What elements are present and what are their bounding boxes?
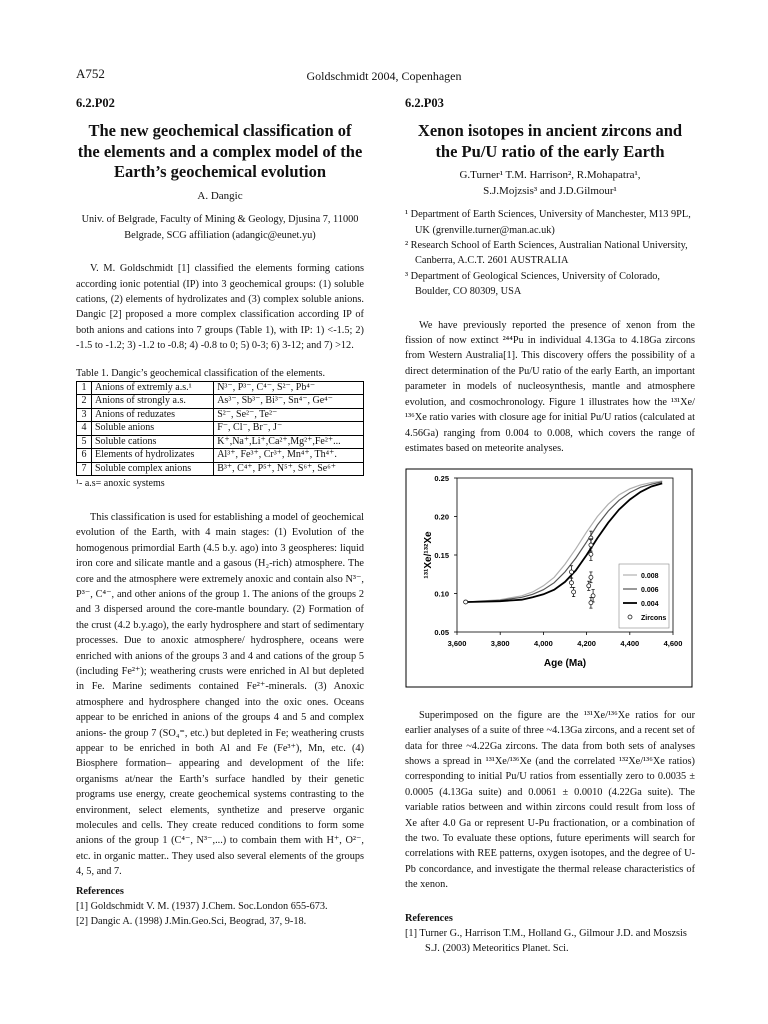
references-heading: References xyxy=(405,912,453,924)
affiliation: Univ. of Belgrade, Faculty of Mining & Geology, Djusina 7, 11000 Belgrade, SCG affiliation (adangic@eunet.yu) xyxy=(81,214,359,241)
zircon-point xyxy=(589,576,593,580)
table-row xyxy=(77,395,364,409)
zircon-point xyxy=(569,581,573,585)
y-tick-label: 0.05 xyxy=(434,628,449,638)
y-tick-label: 0.20 xyxy=(434,512,449,522)
affiliation-list xyxy=(405,207,695,299)
group-elements: K⁺,Na⁺,Li⁺,Ca²⁺,Mg²⁺,Fe²⁺... xyxy=(214,435,364,449)
legend-swatch xyxy=(628,615,632,619)
body-paragraph: We have previously reported the presence of xenon from the fission of now extinct ²⁴⁴Pu in individual 4.13Ga to 4.18Ga zircons from Western Australia[1]. This discovery offers the possibility of a direct determination of the Pu/U ratio of the early Earth, an important parameter in models of nucleosynthesis, mantle and atmosphere evolution, and cosmochronology. Figure 1 illustrates how the ¹³¹Xe/¹³⁶Xe ratio varies with closure age for initial Pu/U ratios (calculated at 4.56Ga) ranging from 0.004 to 0.008, which covers the range of estimates based on meteorite analyses. xyxy=(405,319,695,454)
group-elements: Al³⁺, Fe³⁺, Cr³⁺, Mn⁴⁺, Th⁴⁺. xyxy=(214,449,364,463)
intro-paragraph: V. M. Goldschmidt [1] classified the elements forming cations according ionic potential (IP) into 3 geochemical groups: (1) soluble cations, (2) elements of hydrolizates and (3) complex soluble anions. Dangic [2] proposed a more complex classification according IP of both anions and cations into 7 groups (Table 1), with IP: 1) <-1.5; 2) -1.5 to -1.2; 3) -1.2 to -0.8; 4) -0.8 to 0; 5) 0-3; 6) 3-12; and 7) >12. xyxy=(76,263,364,352)
zircon-point xyxy=(589,601,593,605)
body-paragraph: This classification is used for establishing a model of geochemical evolution of the Earth, with 4 main stages: (1) Evolution of the homogenous primordial Earth (4.5 b.y. ago) into 3 geospheres: liquid iron core and silicate mantle and a gasous (H₂-rich) atmosphere. The core and the atmosphere were extremely anoxic and contain also N³⁻, P³⁻, C⁴⁻, and other anions of the group 1. The anions of the groups 2 and 3 dispersed around the core-mantle boundary. (2) Formation of the crust (4.2 b.y.ago), the early hydrosphere and start of sedimentary processes. Due to anoxic atmosphere/ hydrosphere, oceans were enriched with anions of the groups 3 and 4 and cations of the group 5 (including Fe²⁺); weathering crusts were enriched in Al but depleted in Fe. Marine sediments contained Fe²⁺-minerals. (3) Anoxic atmosphere and hydrosphere changed into the oxic ones. Oceans appear to be enriched in anions of the groups 4 and 5 and complex anions- the group 7 (SO₄⁼, etc.) but depleted in Fe; weathering crusts appear to be enriched in both Al and Fe (Fe³⁺), Mn, etc. (4) Biosphere formation– appearing and development of the life: organisms at/near the Earth’s surface handled by their genetic programs use energy, create geochemical systems contrasting to the environment, select elements, synthetize and preserve organic molecules and cells. They create reduced conditions to form some anions of the group 1 (C⁴⁻, N³⁻,...) to combain them with H⁺, O²⁻, etc. in organic matter.. They used also several elements of the groups 4, 5, and 7. xyxy=(76,511,364,878)
zircon-point xyxy=(464,600,468,604)
legend-label: 0.008 xyxy=(641,573,659,581)
reference-item: [1] Goldschmidt V. M. (1937) J.Chem. Soc.London 655-673. xyxy=(76,901,328,913)
group-number: 7 xyxy=(77,462,92,476)
table-row xyxy=(77,435,364,449)
author: A. Dangic xyxy=(197,189,243,202)
zircon-point xyxy=(587,584,591,588)
affiliation-item: ³ Department of Geological Sciences, University of Colorado, Boulder, CO 80309, USA xyxy=(405,270,661,298)
group-name: Elements of hydrolizates xyxy=(92,449,214,463)
authors-line: S.J.Mojzsis³ and J.D.Gilmour¹ xyxy=(483,184,617,197)
y-tick-label: 0.25 xyxy=(434,474,449,484)
table-row xyxy=(77,422,364,436)
zircon-point xyxy=(569,570,573,574)
table-row xyxy=(77,462,364,476)
group-elements: B³⁺, C⁴⁺, P⁵⁺, N⁵⁺, S⁶⁺, Se⁶⁺ xyxy=(214,462,364,476)
group-elements: S²⁻, Se²⁻, Te²⁻ xyxy=(214,408,364,422)
group-number: 2 xyxy=(77,395,92,409)
body-paragraph: Superimposed on the figure are the ¹³¹Xe/¹³⁶Xe ratios for our earlier analyses of a suite of three ~4.13Ga zircons, and a recent set of data for three ~4.22Ga zircons. The data from both sets of analyses shows a spread in ¹³¹Xe/¹³⁶Xe (and the correlated ¹³²Xe/¹³⁶Xe ratios) corresponding to initial Pu/U ratios from essentially zero to 0.0035 ± 0.0005 (4.13Ga suite) and 0.0061 ± 0.0010 (4.22Ga suite). The variable ratios between and within zircons could result from loss of Xe after 4.0 Ga or represent U-Pu fractionation, or a combination of the two. To evaluate these options, future eperiments will search for correlations with REE patterns, oxygen isotopes, and the degree of U-Pb concordance, and investigate the thermal release characteristics of the xenon. xyxy=(405,709,695,891)
classification-table xyxy=(76,381,364,477)
group-number: 6 xyxy=(77,449,92,463)
group-elements: As³⁻, Sb³⁻, Bi³⁻, Sn⁴⁻, Ge⁴⁻ xyxy=(214,395,364,409)
y-axis-label: ¹³¹Xe/¹³²Xe xyxy=(423,531,434,579)
article-title: The new geochemical classification of the elements and a complex model of the Earth’s geochemical evolution xyxy=(77,121,363,182)
group-number: 1 xyxy=(77,381,92,395)
group-number: 3 xyxy=(77,408,92,422)
authors-line: G.Turner¹ T.M. Harrison², R.Mohapatra¹, xyxy=(459,169,641,182)
x-tick-label: 4,400 xyxy=(620,639,640,649)
x-tick-label: 3,600 xyxy=(447,639,467,649)
x-tick-label: 4,000 xyxy=(534,639,553,649)
zircon-point xyxy=(589,553,593,557)
legend-label: Zircons xyxy=(641,615,667,623)
xenon-ratio-chart xyxy=(405,468,693,688)
y-tick-label: 0.10 xyxy=(434,589,449,599)
page-id: A752 xyxy=(76,66,105,81)
right-column xyxy=(405,96,695,957)
affiliation-item: ² Research School of Earth Sciences, Australian National University, Canberra, A.C.T. 2601 AUSTRALIA xyxy=(405,240,688,267)
x-tick-label: 4,600 xyxy=(663,639,683,649)
affiliation-item: ¹ Department of Earth Sciences, University of Manchester, M13 9PL, UK (grenville.turner@man.ac.uk) xyxy=(405,209,691,236)
article-title: Xenon isotopes in ancient zircons and the Pu/U ratio of the early Earth xyxy=(417,121,683,161)
group-number: 4 xyxy=(77,422,92,436)
group-name: Anions of extremly a.s.¹ xyxy=(92,381,214,395)
legend-label: 0.006 xyxy=(641,587,659,595)
group-number: 5 xyxy=(77,435,92,449)
group-name: Soluble complex anions xyxy=(92,462,214,476)
table-footnote: ¹- a.s= anoxic systems xyxy=(76,478,165,490)
table-row xyxy=(77,408,364,422)
zircon-point xyxy=(572,590,576,594)
authors xyxy=(405,168,695,199)
x-tick-label: 3,800 xyxy=(490,639,510,649)
conference-header: Goldschmidt 2004, Copenhagen xyxy=(306,69,462,83)
references-heading: References xyxy=(76,885,124,897)
x-tick-label: 4,200 xyxy=(577,639,596,649)
abstract-code: 6.2.P02 xyxy=(76,96,115,110)
group-name: Anions of strongly a.s. xyxy=(92,395,214,409)
group-name: Anions of reduzates xyxy=(92,408,214,422)
reference-item: [2] Dangic A. (1998) J.Min.Geo.Sci, Beograd, 37, 9-18. xyxy=(76,916,307,928)
left-column xyxy=(76,96,364,930)
table-row xyxy=(77,381,364,395)
x-axis-label: Age (Ma) xyxy=(543,658,587,670)
group-name: Soluble cations xyxy=(92,435,214,449)
table-caption: Table 1. Dangic’s geochemical classification of the elements. xyxy=(76,367,326,379)
legend-label: 0.004 xyxy=(641,601,659,609)
group-elements: F⁻, Cl⁻, Br⁻, J⁻ xyxy=(214,422,364,436)
group-elements: N³⁻, P³⁻, C⁴⁻, S²⁻, Pb⁴⁻ xyxy=(214,381,364,395)
table-row xyxy=(77,449,364,463)
reference-item: [1] Turner G., Harrison T.M., Holland G., Gilmour J.D. and Moszsis S.J. (2003) Meteoritics Planet. Sci. xyxy=(405,928,687,955)
group-name: Soluble anions xyxy=(92,422,214,436)
zircon-point xyxy=(589,543,593,547)
y-tick-label: 0.15 xyxy=(434,551,449,561)
abstract-code: 6.2.P03 xyxy=(405,96,444,110)
